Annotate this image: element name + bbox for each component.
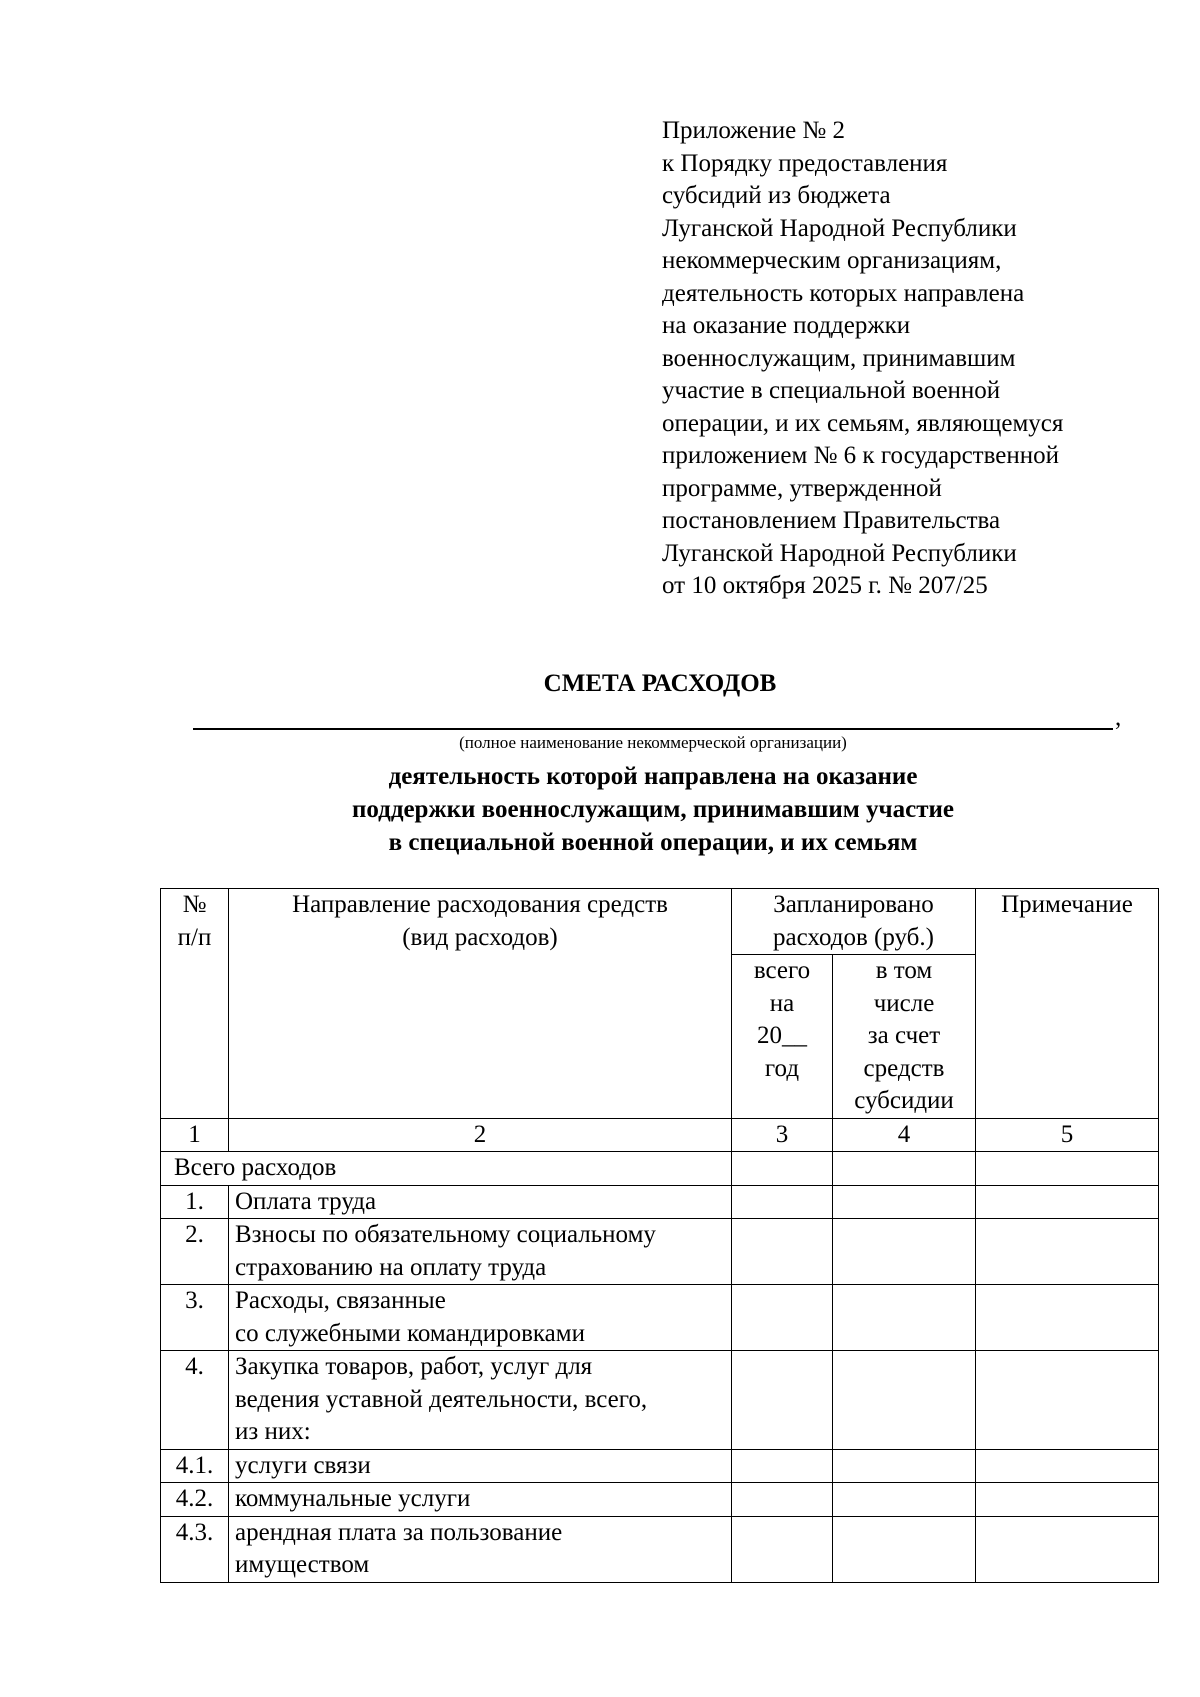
row-direction-line: Оплата труда — [235, 1187, 377, 1215]
table-cell-empty[interactable] — [976, 1285, 1159, 1351]
row-direction-line: страхованию на оплату труда — [235, 1253, 547, 1281]
column-number-cell: 2 — [229, 1118, 732, 1152]
header-total-year-line: год — [764, 1054, 800, 1082]
row-direction-line: имуществом — [235, 1551, 370, 1578]
appendix-line: субсидий из бюджета — [662, 182, 891, 209]
header-subsidy-line: средств — [863, 1054, 945, 1082]
org-name-blank-line — [193, 716, 1113, 730]
table-cell-empty[interactable] — [976, 1351, 1159, 1450]
row-num-cell: 2. — [161, 1219, 229, 1285]
row-direction-line: услуги связи — [235, 1451, 371, 1479]
table-cell-empty[interactable] — [732, 1351, 833, 1450]
table-cell-empty[interactable] — [976, 1483, 1159, 1517]
appendix-line: Приложение № 2 — [662, 117, 846, 144]
appendix-line: программе, утвержденной — [662, 474, 942, 502]
row-direction-cell — [229, 1219, 732, 1285]
header-total-year-line: всего — [753, 957, 811, 984]
table-cell-empty[interactable] — [976, 1219, 1159, 1285]
header-num-cell — [161, 889, 229, 1119]
header-num-line: п/п — [177, 923, 212, 951]
appendix-line: Луганской Народной Республики — [662, 214, 1017, 242]
table-cell-empty[interactable] — [976, 1449, 1159, 1483]
table-row — [161, 1516, 1159, 1582]
table-cell-empty[interactable] — [732, 1152, 833, 1186]
header-planned-line: расходов (руб.) — [773, 923, 934, 951]
row-direction-line: Взносы по обязательному социальному — [235, 1221, 656, 1248]
row-num-cell: 3. — [161, 1285, 229, 1351]
table-cell-empty[interactable] — [732, 1483, 833, 1517]
table-cell-empty[interactable] — [833, 1483, 976, 1517]
table-cell-empty[interactable] — [833, 1152, 976, 1186]
table-cell-empty[interactable] — [833, 1351, 976, 1450]
table-cell-empty[interactable] — [976, 1516, 1159, 1582]
appendix-line: военнослужащим, принимавшим — [662, 344, 1016, 372]
row-direction-cell — [229, 1449, 732, 1483]
row-direction-cell — [229, 1351, 732, 1450]
table-row — [161, 1483, 1159, 1517]
row-direction-line: ведения уставной деятельности, всего, — [235, 1385, 648, 1413]
header-row — [161, 889, 1159, 955]
table-cell-empty[interactable] — [976, 1152, 1159, 1186]
appendix-line: Луганской Народной Республики — [662, 539, 1017, 567]
header-direction-cell — [229, 889, 732, 1119]
appendix-line: к Порядку предоставления — [662, 149, 948, 177]
appendix-line: от 10 октября 2025 г. № 207/25 — [662, 572, 988, 599]
document-title: СМЕТА РАСХОДОВ — [543, 670, 777, 697]
table-cell-empty[interactable] — [833, 1185, 976, 1219]
table-cell-empty[interactable] — [732, 1516, 833, 1582]
row-direction-line: Расходы, связанные — [235, 1287, 446, 1314]
appendix-line: операции, и их семьям, являющемуся — [662, 409, 1064, 437]
row-direction-cell — [229, 1185, 732, 1219]
row-num-cell: 1. — [161, 1185, 229, 1219]
header-num-line: № — [182, 891, 207, 918]
row-direction-line: арендная плата за пользование — [235, 1518, 563, 1546]
table-row — [161, 1285, 1159, 1351]
column-number-cell: 1 — [161, 1118, 229, 1152]
total-row — [161, 1152, 1159, 1186]
table-cell-empty[interactable] — [833, 1516, 976, 1582]
row-direction-line: коммунальные услуги — [235, 1485, 471, 1512]
row-direction-cell — [229, 1483, 732, 1517]
org-name-comma: , — [1115, 704, 1122, 731]
header-subsidy-line: числе — [873, 989, 935, 1017]
appendix-line: некоммерческим организациям, — [662, 247, 1002, 274]
row-direction-cell — [229, 1285, 732, 1351]
table-cell-empty[interactable] — [732, 1185, 833, 1219]
header-direction-line: (вид расходов) — [402, 923, 558, 951]
header-total-year-line: на — [769, 989, 795, 1017]
column-number-cell: 5 — [976, 1118, 1159, 1152]
row-num-cell: 4.3. — [161, 1516, 229, 1582]
org-name-caption: (полное наименование некоммерческой организации) — [459, 733, 847, 752]
table-cell-empty[interactable] — [976, 1185, 1159, 1219]
header-subsidy-line: субсидии — [854, 1087, 954, 1114]
column-number-cell: 4 — [833, 1118, 976, 1152]
expense-table — [160, 888, 1159, 1583]
appendix-line: постановлением Правительства — [662, 507, 1001, 534]
total-label-cell: Всего расходов — [161, 1152, 732, 1186]
appendix-line: на оказание поддержки — [662, 312, 911, 339]
appendix-line: участие в специальной военной — [662, 377, 1001, 404]
table-cell-empty[interactable] — [833, 1285, 976, 1351]
table-cell-empty[interactable] — [732, 1285, 833, 1351]
header-subsidy-line: в том — [875, 957, 933, 984]
table-row — [161, 1219, 1159, 1285]
header-planned-line: Запланировано — [773, 891, 934, 918]
column-number-row — [161, 1118, 1159, 1152]
header-total-year-cell — [732, 955, 833, 1119]
header-subsidy-cell — [833, 955, 976, 1119]
header-direction-line: Направление расходования средств — [292, 891, 668, 918]
table-row — [161, 1351, 1159, 1450]
table-cell-empty[interactable] — [833, 1219, 976, 1285]
subtitle-line: поддержки военнослужащим, принимавшим участие — [351, 796, 954, 823]
row-num-cell: 4.2. — [161, 1483, 229, 1517]
table-cell-empty[interactable] — [732, 1449, 833, 1483]
subtitle-line: в специальной военной операции, и их семьям — [388, 829, 918, 856]
header-note-cell: Примечание — [976, 889, 1159, 1119]
table-row — [161, 1185, 1159, 1219]
header-subsidy-line: за счет — [867, 1022, 941, 1049]
row-num-cell: 4.1. — [161, 1449, 229, 1483]
table-cell-empty[interactable] — [833, 1449, 976, 1483]
header-planned-cell — [732, 889, 976, 955]
subtitle-line: деятельность которой направлена на оказание — [388, 763, 918, 790]
table-row — [161, 1449, 1159, 1483]
row-direction-line: Закупка товаров, работ, услуг для — [235, 1353, 593, 1380]
appendix-block — [662, 115, 1142, 603]
document-subtitle — [193, 760, 1113, 859]
row-direction-line: из них: — [235, 1418, 311, 1445]
row-num-cell: 4. — [161, 1351, 229, 1450]
row-direction-cell — [229, 1516, 732, 1582]
header-total-year-line: 20__ — [757, 1022, 807, 1049]
appendix-line: приложением № 6 к государственной — [662, 442, 1059, 469]
appendix-line: деятельность которых направлена — [662, 279, 1025, 307]
table-cell-empty[interactable] — [732, 1219, 833, 1285]
row-direction-line: со служебными командировками — [235, 1319, 585, 1347]
column-number-cell: 3 — [732, 1118, 833, 1152]
